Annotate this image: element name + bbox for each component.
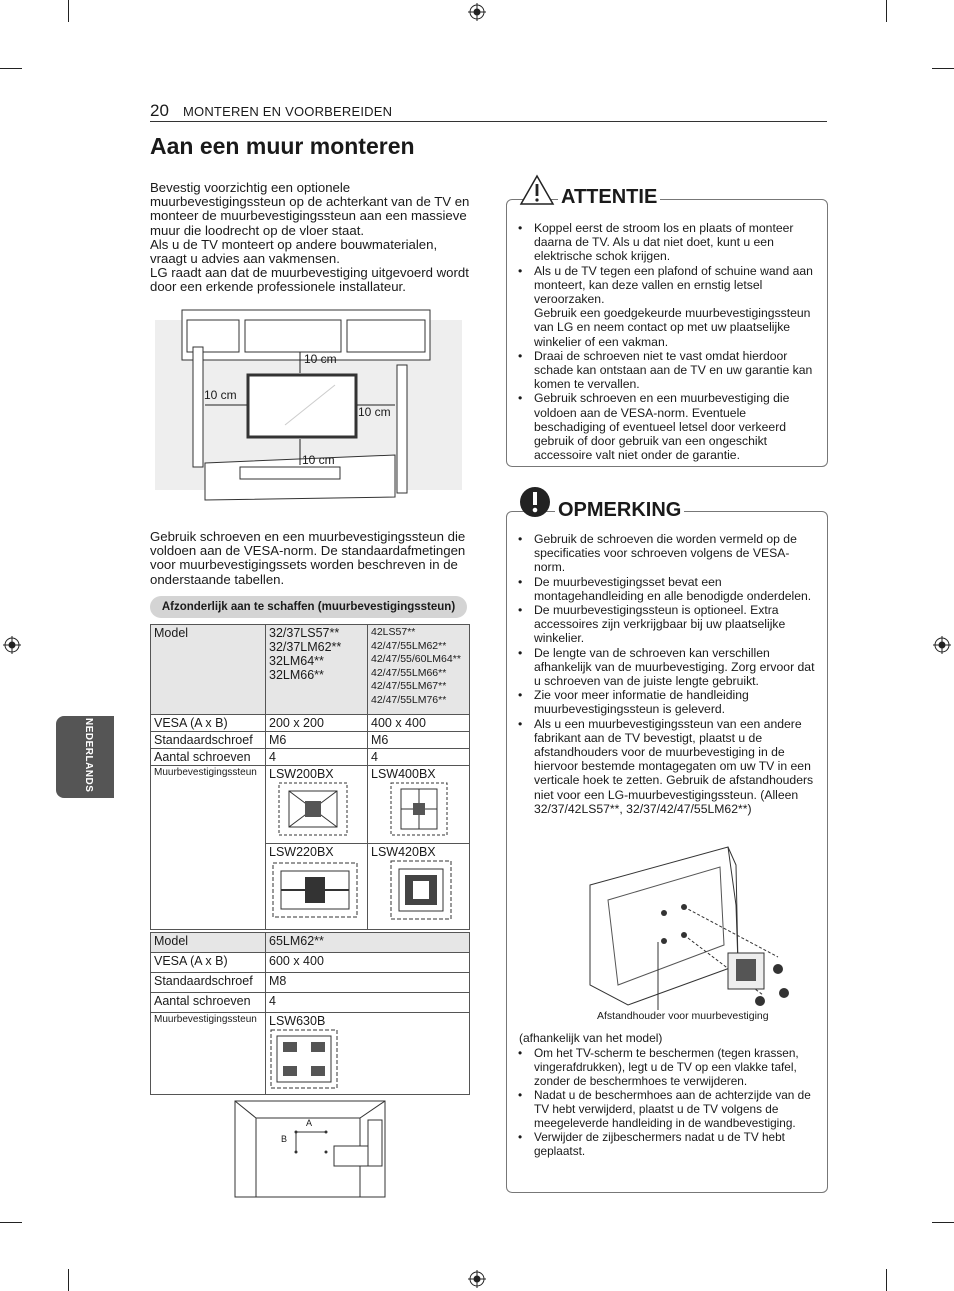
header-rule: [150, 121, 827, 122]
spacer-mounting-illustration: [588, 845, 800, 1013]
dimension-a-label: A: [306, 1118, 313, 1128]
tv-back-vesa-diagram: [234, 1100, 386, 1198]
screw-count-value: 4: [266, 749, 368, 766]
bracket-image: [269, 859, 361, 921]
screw-count-value: 4: [368, 749, 470, 766]
opmerking-item: • De muurbevestigingssteun is optioneel. Extra accessoires zijn verkrijgbaar bij uw plaatselijke winkelier.: [516, 603, 816, 646]
bracket-cell: [368, 766, 470, 844]
screw-count-value: 4: [266, 993, 470, 1013]
crop-mark: [886, 1269, 887, 1291]
spacer-caption: Afstandhouder voor muurbevestiging: [597, 1010, 769, 1022]
screw-value: M8: [266, 973, 470, 993]
bracket-cell: [368, 844, 470, 930]
crop-mark: [68, 1269, 69, 1291]
screw-count-label: Aantal schroeven: [151, 749, 266, 766]
bracket-image: [371, 859, 463, 921]
attentie-item: • Gebruik schroeven en een muurbevestiging die voldoen aan de VESA-norm. Eventuele beschadiging of eventueel letsel door verkeerd gebruik of door gebruik van een ongeschikt accessoire valt niet onder de garantie.: [516, 391, 816, 462]
separately-sold-heading: Afzonderlijk aan te schaffen (muurbevestigingssteun): [150, 596, 467, 618]
crop-mark: [68, 0, 69, 22]
opmerking-item: • Om het TV-scherm te beschermen (tegen krassen, vingerafdrukken), legt u de TV op een vlakke tafel, zonder de beschermhoes te verwijderen.: [516, 1046, 816, 1088]
section-title: MONTEREN EN VOORBEREIDEN: [183, 104, 393, 119]
attentie-title: ATTENTIE: [558, 186, 660, 209]
opmerking-item: • De lengte van de schroeven kan verschillen afhankelijk van de muurbevestiging. Zorg ervoor dat u schroeven van de juiste lengte gebruikt.: [516, 646, 816, 689]
vesa-value: 400 x 400: [368, 715, 470, 732]
vesa-value: 200 x 200: [266, 715, 368, 732]
crop-mark: [0, 68, 22, 69]
attentie-item: • Koppel eerst de stroom los en plaats of monteer daarna de TV. Als u dat niet doet, kunt u een elektrische schok krijgen.: [516, 221, 816, 264]
bracket-cell: [266, 766, 368, 844]
vesa-label: VESA (A x B): [151, 715, 266, 732]
model-value: 65LM62**: [266, 933, 470, 953]
attentie-item: • Als u de TV tegen een plafond of schuine wand aan monteert, kan deze vallen en ernstig letsel veroorzaken. Gebruik een goedgekeurde muurbevestigingssteun van LG en neem contact op met uw plaatselijke winkelier of een vakman.: [516, 264, 816, 349]
vesa-value: 600 x 400: [266, 953, 470, 973]
bracket-model: LSW630B: [269, 1014, 326, 1028]
bracket-image: [371, 781, 459, 837]
bracket-spec-table: [150, 624, 470, 930]
opmerking-list: [516, 532, 816, 816]
language-tab-label: NEDERLANDS: [83, 718, 94, 793]
screw-value: M6: [368, 732, 470, 749]
model-note: (afhankelijk van het model): [519, 1031, 663, 1045]
attentie-list: [516, 221, 816, 462]
intro-text: [150, 181, 475, 295]
screw-label: Standaardschroef: [151, 973, 266, 993]
vesa-label: VESA (A x B): [151, 953, 266, 973]
vesa-instruction: Gebruik schroeven en een muurbevestigingssteun die voldoen aan de VESA-norm. De standaardafmetingen voor muurbevestigingssets worden beschreven in de onderstaande tabellen.: [150, 529, 466, 587]
screw-count-label: Aantal schroeven: [151, 993, 266, 1013]
bracket-cell: [266, 1013, 470, 1095]
models-group-a: 32/37LS57** 32/37LM62** 32LM64** 32LM66**: [266, 625, 368, 715]
warning-triangle-icon: [519, 174, 555, 206]
bracket-cell: [266, 844, 368, 930]
bracket-model: LSW200BX: [269, 767, 334, 781]
clearance-bottom-label: 10 cm: [302, 453, 335, 467]
crop-mark: [886, 0, 887, 22]
intro-paragraph: Als u de TV monteert op andere bouwmaterialen, vraagt u advies aan vakmensen.: [150, 236, 438, 267]
opmerking-item: • Verwijder de zijbeschermers nadat u de TV hebt geplaatst.: [516, 1130, 816, 1158]
bracket-model: LSW220BX: [269, 845, 334, 859]
bracket-label: Muurbevestigingssteun: [151, 1013, 266, 1095]
screw-value: M6: [266, 732, 368, 749]
registration-mark-icon: [3, 636, 21, 654]
bracket-label: Muurbevestigingssteun: [151, 766, 266, 930]
opmerking-item: • Als u een muurbevestigingssteun van een andere fabrikant aan de TV bevestigt, plaatst u de afstandhouders voor de muurbevestiging in de hiervoor bestemde montagegaten om uw TV in een verticale hoek te zetten. Gebruik de afstandhouders niet voor een LG-muurbevestigingssteun. (Alleen 32/37/42LS57**, 32/37/42/47/55LM62**): [516, 717, 816, 816]
notice-exclamation-icon: [519, 486, 551, 518]
opmerking-item: • Gebruik de schroeven die worden vermeld op de specificaties voor schroeven volgens de VESA-norm.: [516, 532, 816, 575]
dimension-b-label: B: [281, 1134, 288, 1144]
opmerking-item: • Zie voor meer informatie de handleiding muurbevestigingssteun is geleverd.: [516, 688, 816, 716]
registration-mark-icon: [933, 636, 951, 654]
screw-label: Standaardschroef: [151, 732, 266, 749]
bracket-model: LSW420BX: [371, 845, 436, 859]
page-number: 20: [150, 101, 169, 120]
registration-mark-icon: [468, 1270, 486, 1288]
opmerking-title: OPMERKING: [555, 499, 684, 522]
crop-mark: [932, 68, 954, 69]
intro-paragraph: LG raadt aan dat de muurbevestiging uitgevoerd wordt door een erkende professionele installateur.: [150, 265, 469, 295]
attentie-item: • Draai de schroeven niet te vast omdat hierdoor schade kan ontstaan aan de TV en uw garantie kan komen te vervallen.: [516, 349, 816, 392]
intro-paragraph: Bevestig voorzichtig een optionele muurbevestigingssteun op de achterkant van de TV en monteer de muurbevestigingssteun aan een massieve muur die loodrecht op de vloer staat.: [150, 180, 470, 238]
model-label: Model: [151, 625, 266, 715]
crop-mark: [0, 1222, 22, 1223]
clearance-left-label: 10 cm: [204, 388, 237, 402]
page-title: Aan een muur monteren: [150, 133, 415, 159]
crop-mark: [932, 1222, 954, 1223]
opmerking-item: • Nadat u de beschermhoes aan de achterzijde van de TV hebt verwijderd, plaatst u de TV volgens de meegeleverde handleiding in de wandbevestiging.: [516, 1088, 816, 1130]
opmerking-item: • De muurbevestigingsset bevat een montagehandleiding en alle benodigde onderdelen.: [516, 575, 816, 603]
bracket-model: LSW400BX: [371, 767, 436, 781]
wall-mount-clearance-illustration: [155, 305, 465, 505]
clearance-right-label: 10 cm: [358, 405, 391, 419]
registration-mark-icon: [468, 3, 486, 21]
model-label: Model: [151, 933, 266, 953]
bracket-image: [269, 781, 357, 837]
bracket-image: [269, 1028, 339, 1090]
opmerking-list-2: [516, 1046, 816, 1158]
bracket-spec-table-65: [150, 932, 470, 1095]
clearance-top-label: 10 cm: [304, 352, 337, 366]
models-group-b: 42LS57** 42/47/55LM62** 42/47/55/60LM64** 42/47/55LM66** 42/47/55LM67** 42/47/55LM76**: [368, 625, 470, 715]
